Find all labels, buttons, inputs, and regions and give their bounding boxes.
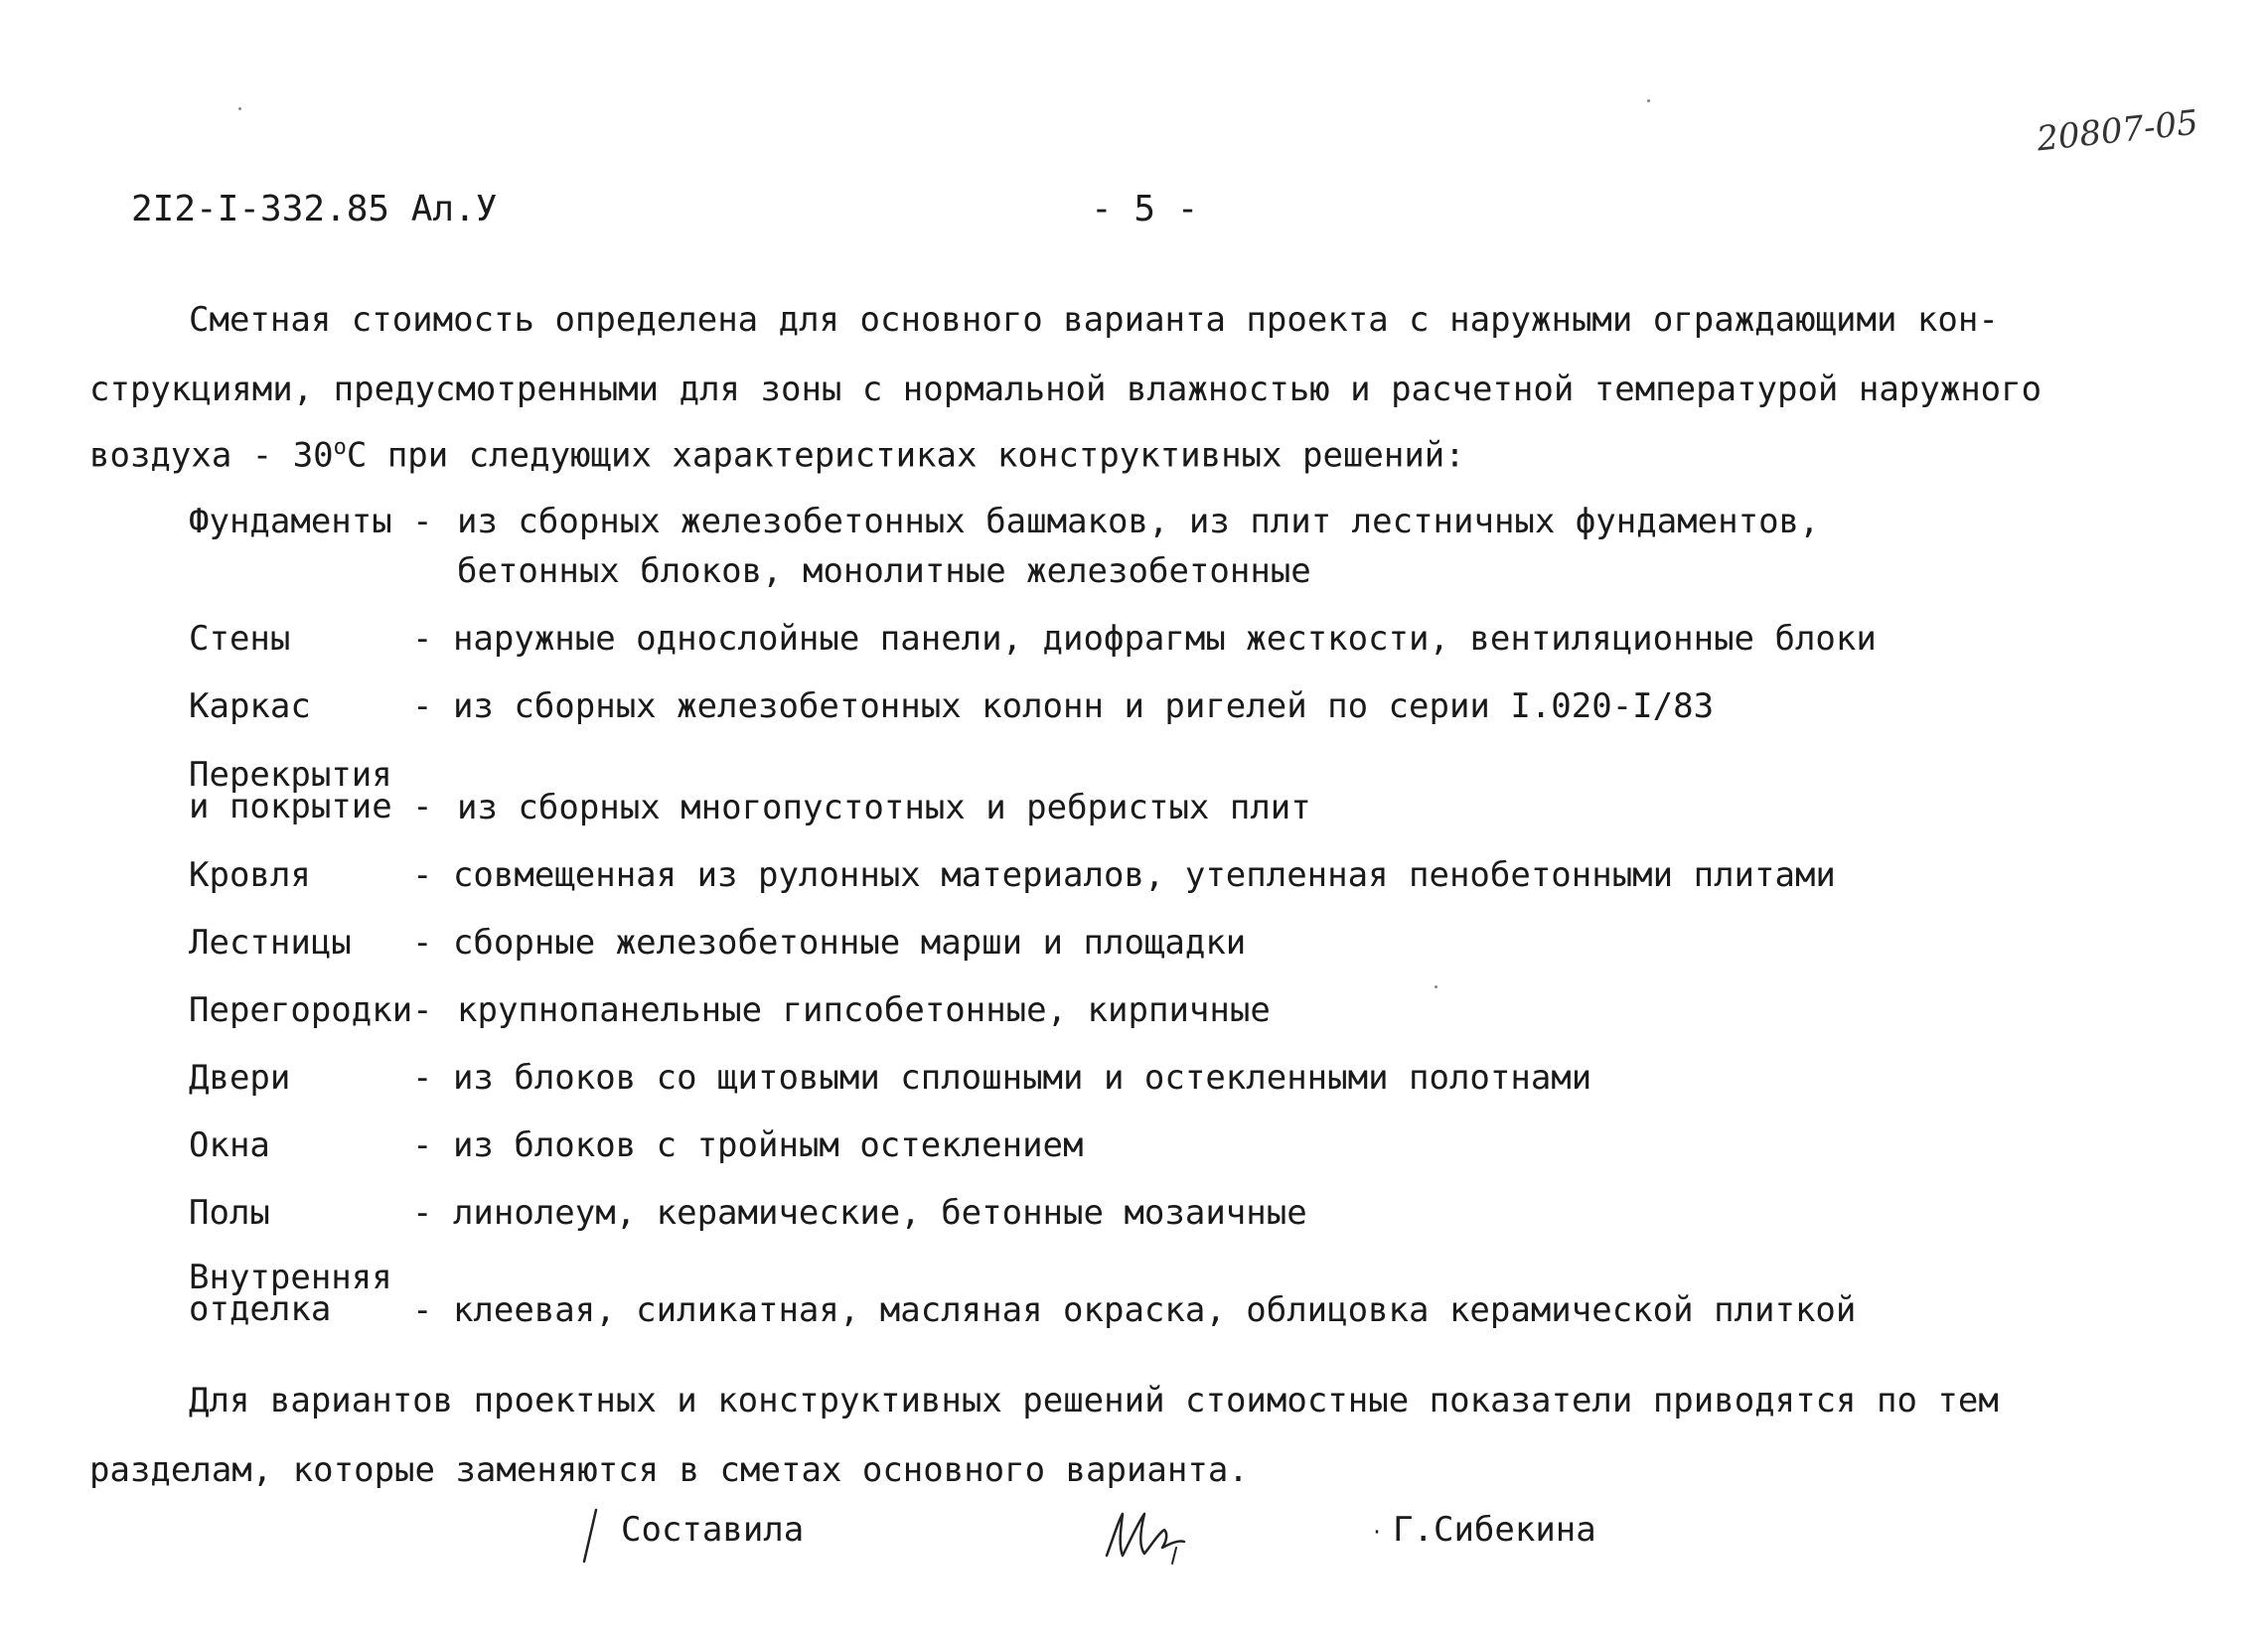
signatory-name: [1371, 1510, 1596, 1550]
spec-row-walls: [189, 619, 2076, 662]
spec-label: Окна: [189, 1125, 270, 1165]
document-code: 2I2-I-332.85 Ал.У: [131, 189, 498, 229]
spec-row-partitions: [189, 990, 2076, 1033]
signatory-name-text: Г.Сибекина: [1393, 1510, 1596, 1550]
spec-text: крупнопанельные гипсобетонные, кирпичные: [457, 990, 1271, 1030]
spec-text: - из блоков со щитовыми сплошными и остекленными полотнами: [412, 1058, 1592, 1098]
spec-label-line-1: Перекрытия: [189, 755, 392, 795]
spec-row-interior-finish: [189, 1258, 2076, 1331]
spec-label: Лестницы: [189, 923, 352, 963]
pen-stroke-mark: [576, 1506, 606, 1574]
spec-row-windows: [189, 1125, 2076, 1168]
spec-label: Стены: [189, 619, 291, 659]
intro-line-3-prefix: воздуха - 30: [89, 435, 334, 476]
scan-speck: [1435, 985, 1437, 988]
archive-number: 20807-05: [2035, 102, 2200, 160]
spec-row-floor-covering: [189, 1193, 2076, 1236]
spec-text: [457, 502, 1820, 591]
bullet-dot: ·: [1371, 1519, 1384, 1544]
spec-text-line-1: из сборных железобетонных башмаков, из плит лестничных фундаментов,: [457, 502, 1820, 541]
spec-row-roof: [189, 855, 2076, 898]
intro-line-2: струкциями, предусмотренными для зоны с нормальной влажностью и расчетной температурой наружного: [89, 370, 2042, 409]
page-number: - 5 -: [1091, 189, 1199, 229]
intro-line-3: [89, 435, 1465, 475]
spec-text: - наружные однослойные панели, диофрагмы жесткости, вентиляционные блоки: [412, 619, 1877, 659]
spec-label: Полы: [189, 1193, 270, 1233]
scan-speck: [1647, 99, 1650, 102]
spec-label: Двери: [189, 1058, 291, 1098]
spec-label: Каркас: [189, 686, 311, 726]
spec-label-line-1: Внутренняя: [189, 1258, 392, 1297]
spec-text: - линолеум, керамические, бетонные мозаичные: [412, 1193, 1307, 1233]
intro-line-1: Сметная стоимость определена для основного варианта проекта с наружными ограждающими кон-: [189, 300, 1999, 340]
spec-row-floors-roofing: [189, 755, 2076, 828]
spec-label: Фундаменты -: [189, 502, 433, 541]
spec-row-foundations: [189, 502, 2076, 594]
signature-block: [576, 1510, 1768, 1579]
spec-label-line-2: отделка: [189, 1289, 332, 1329]
spec-row-doors: [189, 1058, 2076, 1101]
scan-speck: [238, 107, 241, 110]
spec-text: - из сборных железобетонных колонн и ригелей по серии I.020-I/83: [412, 686, 1715, 726]
closing-line-2: разделам, которые заменяются в сметах основного варианта.: [89, 1450, 1249, 1490]
spec-label: Кровля: [189, 855, 311, 895]
spec-text: - из блоков с тройным остеклением: [412, 1125, 1084, 1165]
spec-text: из сборных многопустотных и ребристых плит: [457, 788, 1311, 827]
handwritten-signature: [1093, 1500, 1202, 1578]
closing-line-1: Для вариантов проектных и конструктивных решений стоимостные показатели приводятся по тем: [189, 1381, 1999, 1420]
spec-label: [189, 1258, 392, 1329]
spec-text-line-2: бетонных блоков, монолитные железобетонные: [457, 551, 1311, 591]
intro-line-3-suffix: С при следующих характеристиках конструктивных решений:: [346, 435, 1465, 476]
degree-sign: о: [333, 435, 347, 460]
spec-label-line-2: и покрытие -: [189, 787, 433, 826]
spec-text: - сборные железобетонные марши и площадки: [412, 923, 1247, 963]
spec-text: - совмещенная из рулонных материалов, утепленная пенобетонными плитами: [412, 855, 1836, 895]
signature-label: Составила: [621, 1510, 805, 1550]
spec-label: [189, 755, 433, 826]
spec-label: Перегородки-: [189, 990, 433, 1030]
spec-text: - клеевая, силикатная, масляная окраска, облицовка керамической плиткой: [412, 1290, 1857, 1330]
spec-row-stairs: [189, 923, 2076, 966]
spec-row-frame: [189, 686, 2076, 729]
